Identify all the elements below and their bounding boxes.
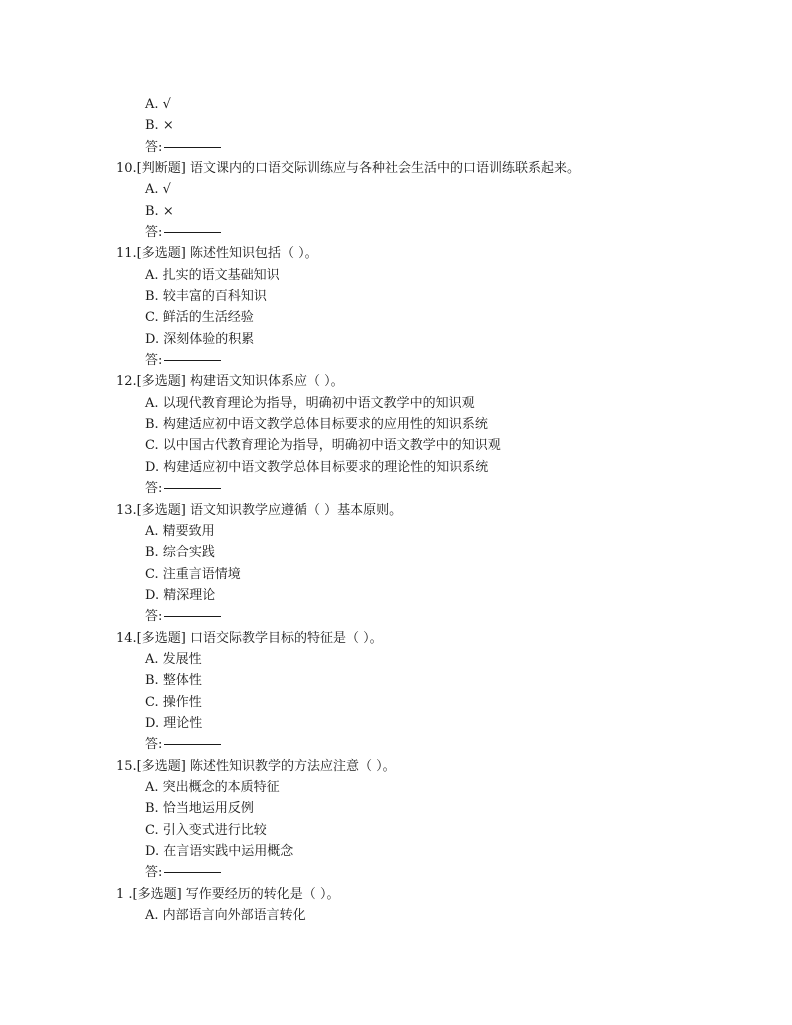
- line-text: C. 以中国古代教育理论为指导，明确初中语文教学中的知识观: [145, 438, 501, 454]
- option-text: [145, 181, 171, 199]
- option-text: [145, 331, 254, 349]
- option-text: [145, 672, 202, 690]
- option-text: [145, 288, 267, 306]
- answer-line: [145, 608, 221, 626]
- line-text: A. 精要致用: [145, 523, 215, 539]
- answer-line: [145, 864, 221, 882]
- option-text: [145, 715, 202, 733]
- line-text: C. 操作性: [145, 694, 202, 710]
- line-text: B. ×: [145, 203, 174, 219]
- option-text: [145, 459, 488, 477]
- line-text: A. √: [145, 97, 171, 112]
- option-text: [145, 96, 171, 114]
- answer-line: [145, 352, 221, 370]
- line-text: B. 构建适应初中语文教学总体目标要求的应用性的知识系统: [145, 417, 488, 433]
- line-text: 1 .[多选题] 写作要经历的转化是（ ）。: [116, 886, 340, 902]
- line-text: C. 鲜活的生活经验: [145, 310, 254, 326]
- answer-label: 答:: [145, 737, 163, 753]
- option-text: [145, 566, 241, 584]
- line-text: 13.[多选题] 语文知识教学应遵循（ ）基本原则。: [116, 502, 403, 518]
- option-text: [145, 267, 280, 285]
- option-text: [145, 395, 475, 413]
- line-text: A. 扎实的语文基础知识: [145, 267, 280, 283]
- answer-label: 答:: [145, 609, 163, 625]
- option-text: [145, 907, 306, 925]
- answer-label: 答:: [145, 481, 163, 497]
- line-text: A. 突出概念的本质特征: [145, 779, 280, 795]
- question-text: [116, 886, 339, 904]
- option-text: [145, 822, 267, 840]
- answer-blank: [164, 147, 221, 148]
- line-text: B. 恰当地运用反例: [145, 801, 254, 817]
- question-text: [116, 373, 344, 391]
- line-text: 11.[多选题] 陈述性知识包括（ ）。: [116, 246, 318, 262]
- option-text: [145, 843, 293, 861]
- answer-line: [145, 139, 221, 157]
- line-text: B. 较丰富的百科知识: [145, 289, 267, 305]
- line-text: B. 综合实践: [145, 545, 215, 561]
- line-text: D. 理论性: [145, 715, 203, 731]
- option-text: [145, 800, 254, 818]
- answer-blank: [164, 872, 221, 873]
- option-text: [145, 203, 174, 221]
- line-text: D. 深刻体验的积累: [145, 331, 255, 347]
- line-text: C. 注重言语情境: [145, 566, 241, 582]
- answer-label: 答:: [145, 865, 163, 881]
- question-text: [116, 758, 396, 776]
- option-text: [145, 544, 215, 562]
- question-text: [116, 160, 580, 178]
- line-text: B. 整体性: [145, 673, 202, 689]
- answer-label: 答:: [145, 139, 163, 155]
- option-text: [145, 416, 488, 434]
- line-text: 12.[多选题] 构建语文知识体系应（ ）。: [116, 374, 344, 390]
- answer-blank: [164, 488, 221, 489]
- option-text: [145, 309, 254, 327]
- answer-line: [145, 736, 221, 754]
- answer-label: 答:: [145, 353, 163, 369]
- answer-line: [145, 224, 221, 242]
- option-text: [145, 117, 174, 135]
- line-text: D. 构建适应初中语文教学总体目标要求的理论性的知识系统: [145, 459, 489, 475]
- option-text: [145, 523, 215, 541]
- line-text: A. 内部语言向外部语言转化: [145, 907, 306, 923]
- line-text: C. 引入变式进行比较: [145, 822, 267, 838]
- answer-blank: [164, 616, 221, 617]
- line-text: 14.[多选题] 口语交际教学目标的特征是（ ）。: [116, 630, 383, 646]
- answer-blank: [164, 232, 221, 233]
- question-text: [116, 245, 318, 263]
- line-text: D. 在言语实践中运用概念: [145, 843, 294, 859]
- option-text: [145, 694, 202, 712]
- line-text: A. 发展性: [145, 651, 202, 667]
- answer-blank: [164, 744, 221, 745]
- option-text: [145, 651, 202, 669]
- line-text: A. √: [145, 182, 171, 198]
- answer-label: 答:: [145, 225, 163, 240]
- line-text: 15.[多选题] 陈述性知识教学的方法应注意（ ）。: [116, 758, 396, 774]
- line-text: 10.[判断题] 语文课内的口语交际训练应与各种社会生活中的口语训练联系起来。: [116, 161, 580, 176]
- answer-line: [145, 480, 221, 498]
- option-text: [145, 587, 215, 605]
- option-text: [145, 437, 501, 455]
- line-text: B. ×: [145, 118, 174, 134]
- line-text: D. 精深理论: [145, 587, 216, 603]
- option-text: [145, 779, 280, 797]
- line-text: A. 以现代教育理论为指导，明确初中语文教学中的知识观: [145, 395, 475, 411]
- question-text: [116, 630, 383, 648]
- question-text: [116, 502, 402, 520]
- answer-blank: [164, 360, 221, 361]
